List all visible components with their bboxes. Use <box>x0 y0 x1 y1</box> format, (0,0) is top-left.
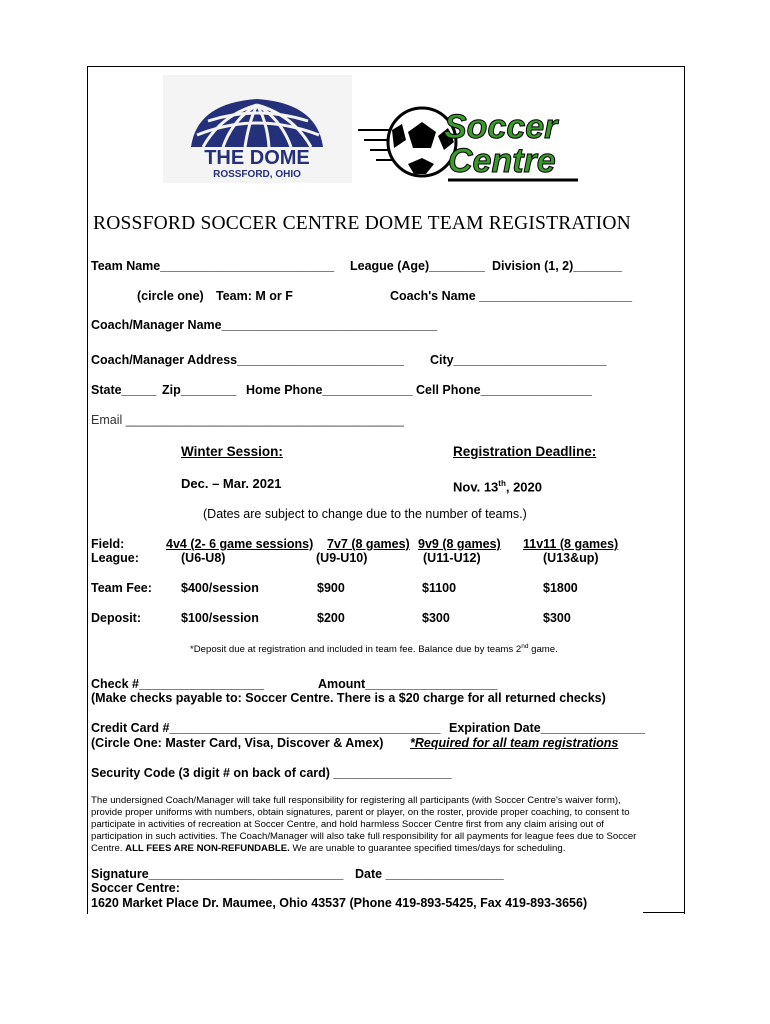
registration-deadline-date: Nov. 13th, 2020 <box>453 479 542 495</box>
soccer-centre-label: Soccer Centre: <box>91 881 180 895</box>
disclaimer-line: The undersigned Coach/Manager will take full responsibility for registering all participants (with Soccer Centre's waiver form), <box>91 795 621 806</box>
disclaimer-line: participation in such activities. The Coach/Manager will also take full responsibility for all payments for league fees due to Soccer <box>91 831 637 842</box>
coach-manager-name-field[interactable]: Coach/Manager Name_______________________________ <box>91 318 438 332</box>
email-field[interactable]: Email ________________________________________ <box>91 413 404 427</box>
card-type-selector[interactable]: (Circle One: Master Card, Visa, Discover & Amex) <box>91 736 384 750</box>
winter-session-dates: Dec. – Mar. 2021 <box>181 476 282 491</box>
form-border-bottom <box>643 912 684 913</box>
league-u6-u8: (U6-U8) <box>181 551 226 565</box>
team-fee-4v4: $400/session <box>181 581 259 595</box>
dome-location: ROSSFORD, OHIO <box>213 169 301 180</box>
field-label: Field: <box>91 537 125 551</box>
field-9v9: 9v9 (8 games) <box>418 537 501 551</box>
league-u9-u10: (U9-U10) <box>316 551 368 565</box>
dome-name: THE DOME <box>204 147 310 169</box>
deposit-4v4: $100/session <box>181 611 259 625</box>
deposit-7v7: $200 <box>317 611 345 625</box>
signature-field[interactable]: Signature____________________________ <box>91 867 344 881</box>
disclaimer-line: participate in activities of recreation at Soccer Centre, and hold harmless Soccer Centre first from any claim arising out of <box>91 819 604 830</box>
disclaimer-line: Centre. ALL FEES ARE NON-REFUNDABLE. We are unable to guarantee specified times/days for scheduling. <box>91 843 566 854</box>
registration-deadline-label: Registration Deadline: <box>453 444 597 459</box>
division-field[interactable]: Division (1, 2)_______ <box>492 259 622 273</box>
league-u13-up: (U13&up) <box>543 551 599 565</box>
cell-phone-field[interactable]: Cell Phone________________ <box>416 383 592 397</box>
state-field[interactable]: State_____ <box>91 383 157 397</box>
field-11v11: 11v11 (8 games) <box>523 537 619 551</box>
centre-word: Centre <box>448 142 556 180</box>
league-label: League: <box>91 551 139 565</box>
disclaimer-line: provide proper uniforms with numbers, obtain signatures, parent or player, on the roster, provide proper coaching, to consent to <box>91 807 630 818</box>
team-fee-label: Team Fee: <box>91 581 152 595</box>
date-field[interactable]: Date _________________ <box>355 867 504 881</box>
expiration-date-field[interactable]: Expiration Date_______________ <box>449 721 645 735</box>
coach-name-field[interactable]: Coach's Name ______________________ <box>390 289 633 303</box>
circle-one-label: (circle one) <box>137 289 204 303</box>
team-fee-7v7: $900 <box>317 581 345 595</box>
field-4v4: 4v4 (2- 6 game sessions) <box>166 537 314 551</box>
deposit-note: *Deposit due at registration and included in team fee. Balance due by teams 2nd game. <box>190 643 558 656</box>
city-field[interactable]: City______________________ <box>430 353 607 367</box>
form-border <box>87 66 685 914</box>
deposit-9v9: $300 <box>422 611 450 625</box>
team-fee-11v11: $1800 <box>543 581 578 595</box>
zip-field[interactable]: Zip________ <box>162 383 237 397</box>
team-gender-field[interactable]: Team: M or F <box>216 289 293 303</box>
team-fee-9v9: $1100 <box>422 581 457 595</box>
credit-card-field[interactable]: Credit Card #_______________________________________ <box>91 721 441 735</box>
coach-manager-address-field[interactable]: Coach/Manager Address________________________ <box>91 353 404 367</box>
soccer-centre-address: 1620 Market Place Dr. Maumee, Ohio 43537 (Phone 419-893-5425, Fax 419-893-3656) <box>91 896 588 910</box>
winter-session-label: Winter Session: <box>181 444 283 459</box>
league-age-field[interactable]: League (Age)________ <box>350 259 485 273</box>
security-code-field[interactable]: Security Code (3 digit # on back of card) _________________ <box>91 766 452 780</box>
amount-field[interactable]: Amount___________________ <box>318 677 498 691</box>
the-dome-logo <box>163 75 352 183</box>
check-number-field[interactable]: Check #__________________ <box>91 677 265 691</box>
home-phone-field[interactable]: Home Phone_____________ <box>246 383 413 397</box>
field-7v7: 7v7 (8 games) <box>327 537 410 551</box>
team-name-field[interactable]: Team Name_________________________ <box>91 259 335 273</box>
league-u11-u12: (U11-U12) <box>423 551 481 565</box>
soccer-word: Soccer <box>444 108 558 146</box>
deposit-label: Deposit: <box>91 611 141 625</box>
dates-note: (Dates are subject to change due to the number of teams.) <box>203 507 527 521</box>
page-title: ROSSFORD SOCCER CENTRE DOME TEAM REGISTRATION <box>93 213 631 234</box>
deposit-11v11: $300 <box>543 611 571 625</box>
soccer-centre-logo <box>356 100 582 186</box>
required-note: *Required for all team registrations <box>410 736 619 750</box>
checks-payable-note: (Make checks payable to: Soccer Centre. There is a $20 charge for all returned checks) <box>91 691 606 705</box>
